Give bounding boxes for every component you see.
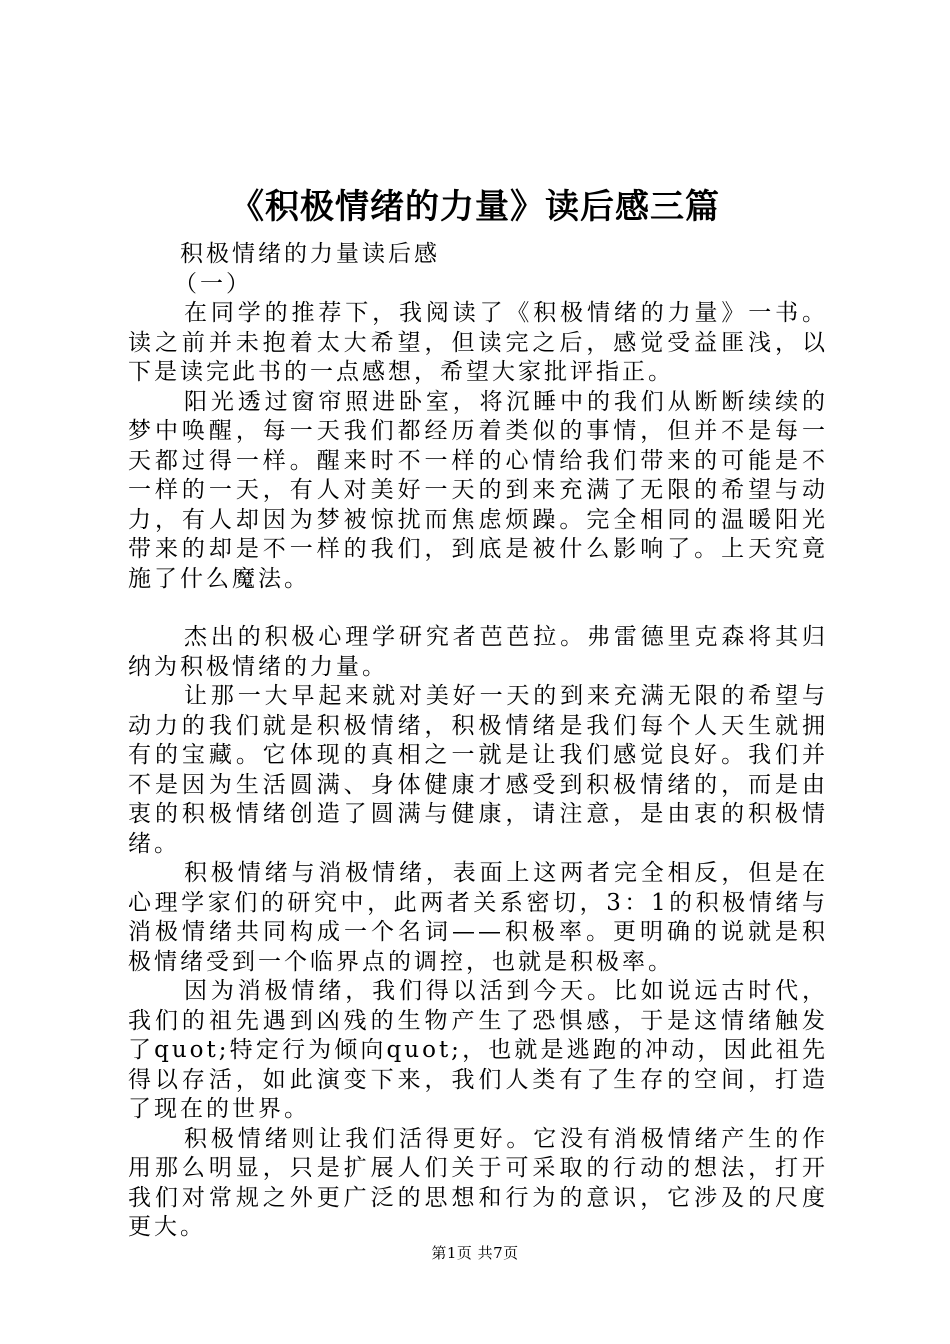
paragraph-gap [128, 594, 828, 623]
document-title: 《积极情绪的力量》读后感三篇 [230, 187, 720, 227]
document-body [128, 240, 828, 1243]
paragraph-3: 杰出的积极心理学研究者芭芭拉。弗雷德里克森将其归纳为积极情绪的力量。 [128, 624, 828, 680]
paragraph-7: 积极情绪则让我们活得更好。它没有消极情绪产生的作用那么明显，只是扩展人们关于可采取的行动的想法，打开我们对常规之外更广泛的思想和行为的意识，它涉及的尺度更大。 [128, 1125, 828, 1240]
section-label: （一） [174, 270, 252, 297]
page-indicator: 第1页 共7页 [431, 1244, 519, 1262]
paragraph-4: 让那一大早起来就对美好一天的到来充满无限的希望与动力的我们就是积极情绪，积极情绪是我们每个人天生就拥有的宝藏。它体现的真相之一就是让我们感觉良好。我们并不是因为生活圆满、身体健康才感受到积极情绪的，而是由衷的积极情绪创造了圆满与健康，请注意，是由衷的积极情绪。 [128, 683, 828, 857]
paragraph-5: 积极情绪与消极情绪，表面上这两者完全相反，但是在心理学家们的研究中，此两者关系密切，3：1的积极情绪与消极情绪共同构成一个名词——积极率。更明确的说就是积极情绪受到一个临界点的调控，也就是积极率。 [128, 860, 828, 975]
subtitle: 积极情绪的力量读后感 [180, 241, 440, 267]
paragraph-1: 在同学的推荐下，我阅读了《积极情绪的力量》一书。读之前并未抱着太大希望，但读完之后，感觉受益匪浅，以下是读完此书的一点感想，希望大家批评指正。 [128, 300, 828, 385]
paragraph-2: 阳光透过窗帘照进卧室，将沉睡中的我们从断断续续的梦中唤醒，每一天我们都经历着类似的事情，但并不是每一天都过得一样。醒来时不一样的心情给我们带来的可能是不一样的一天，有人对美好一天的到来充满了无限的希望与动力，有人却因为梦被惊扰而焦虑烦躁。完全相同的温暖阳光带来的却是不一样的我们，到底是被什么影响了。上天究竟施了什么魔法。 [128, 388, 828, 592]
paragraph-6: 因为消极情绪，我们得以活到今天。比如说远古时代，我们的祖先遇到凶残的生物产生了恐惧感，于是这情绪触发了quot;特定行为倾向quot;，也就是逃跑的冲动，因此祖先得以存活，如此演变下来，我们人类有了生存的空间，打造了现在的世界。 [128, 978, 828, 1122]
